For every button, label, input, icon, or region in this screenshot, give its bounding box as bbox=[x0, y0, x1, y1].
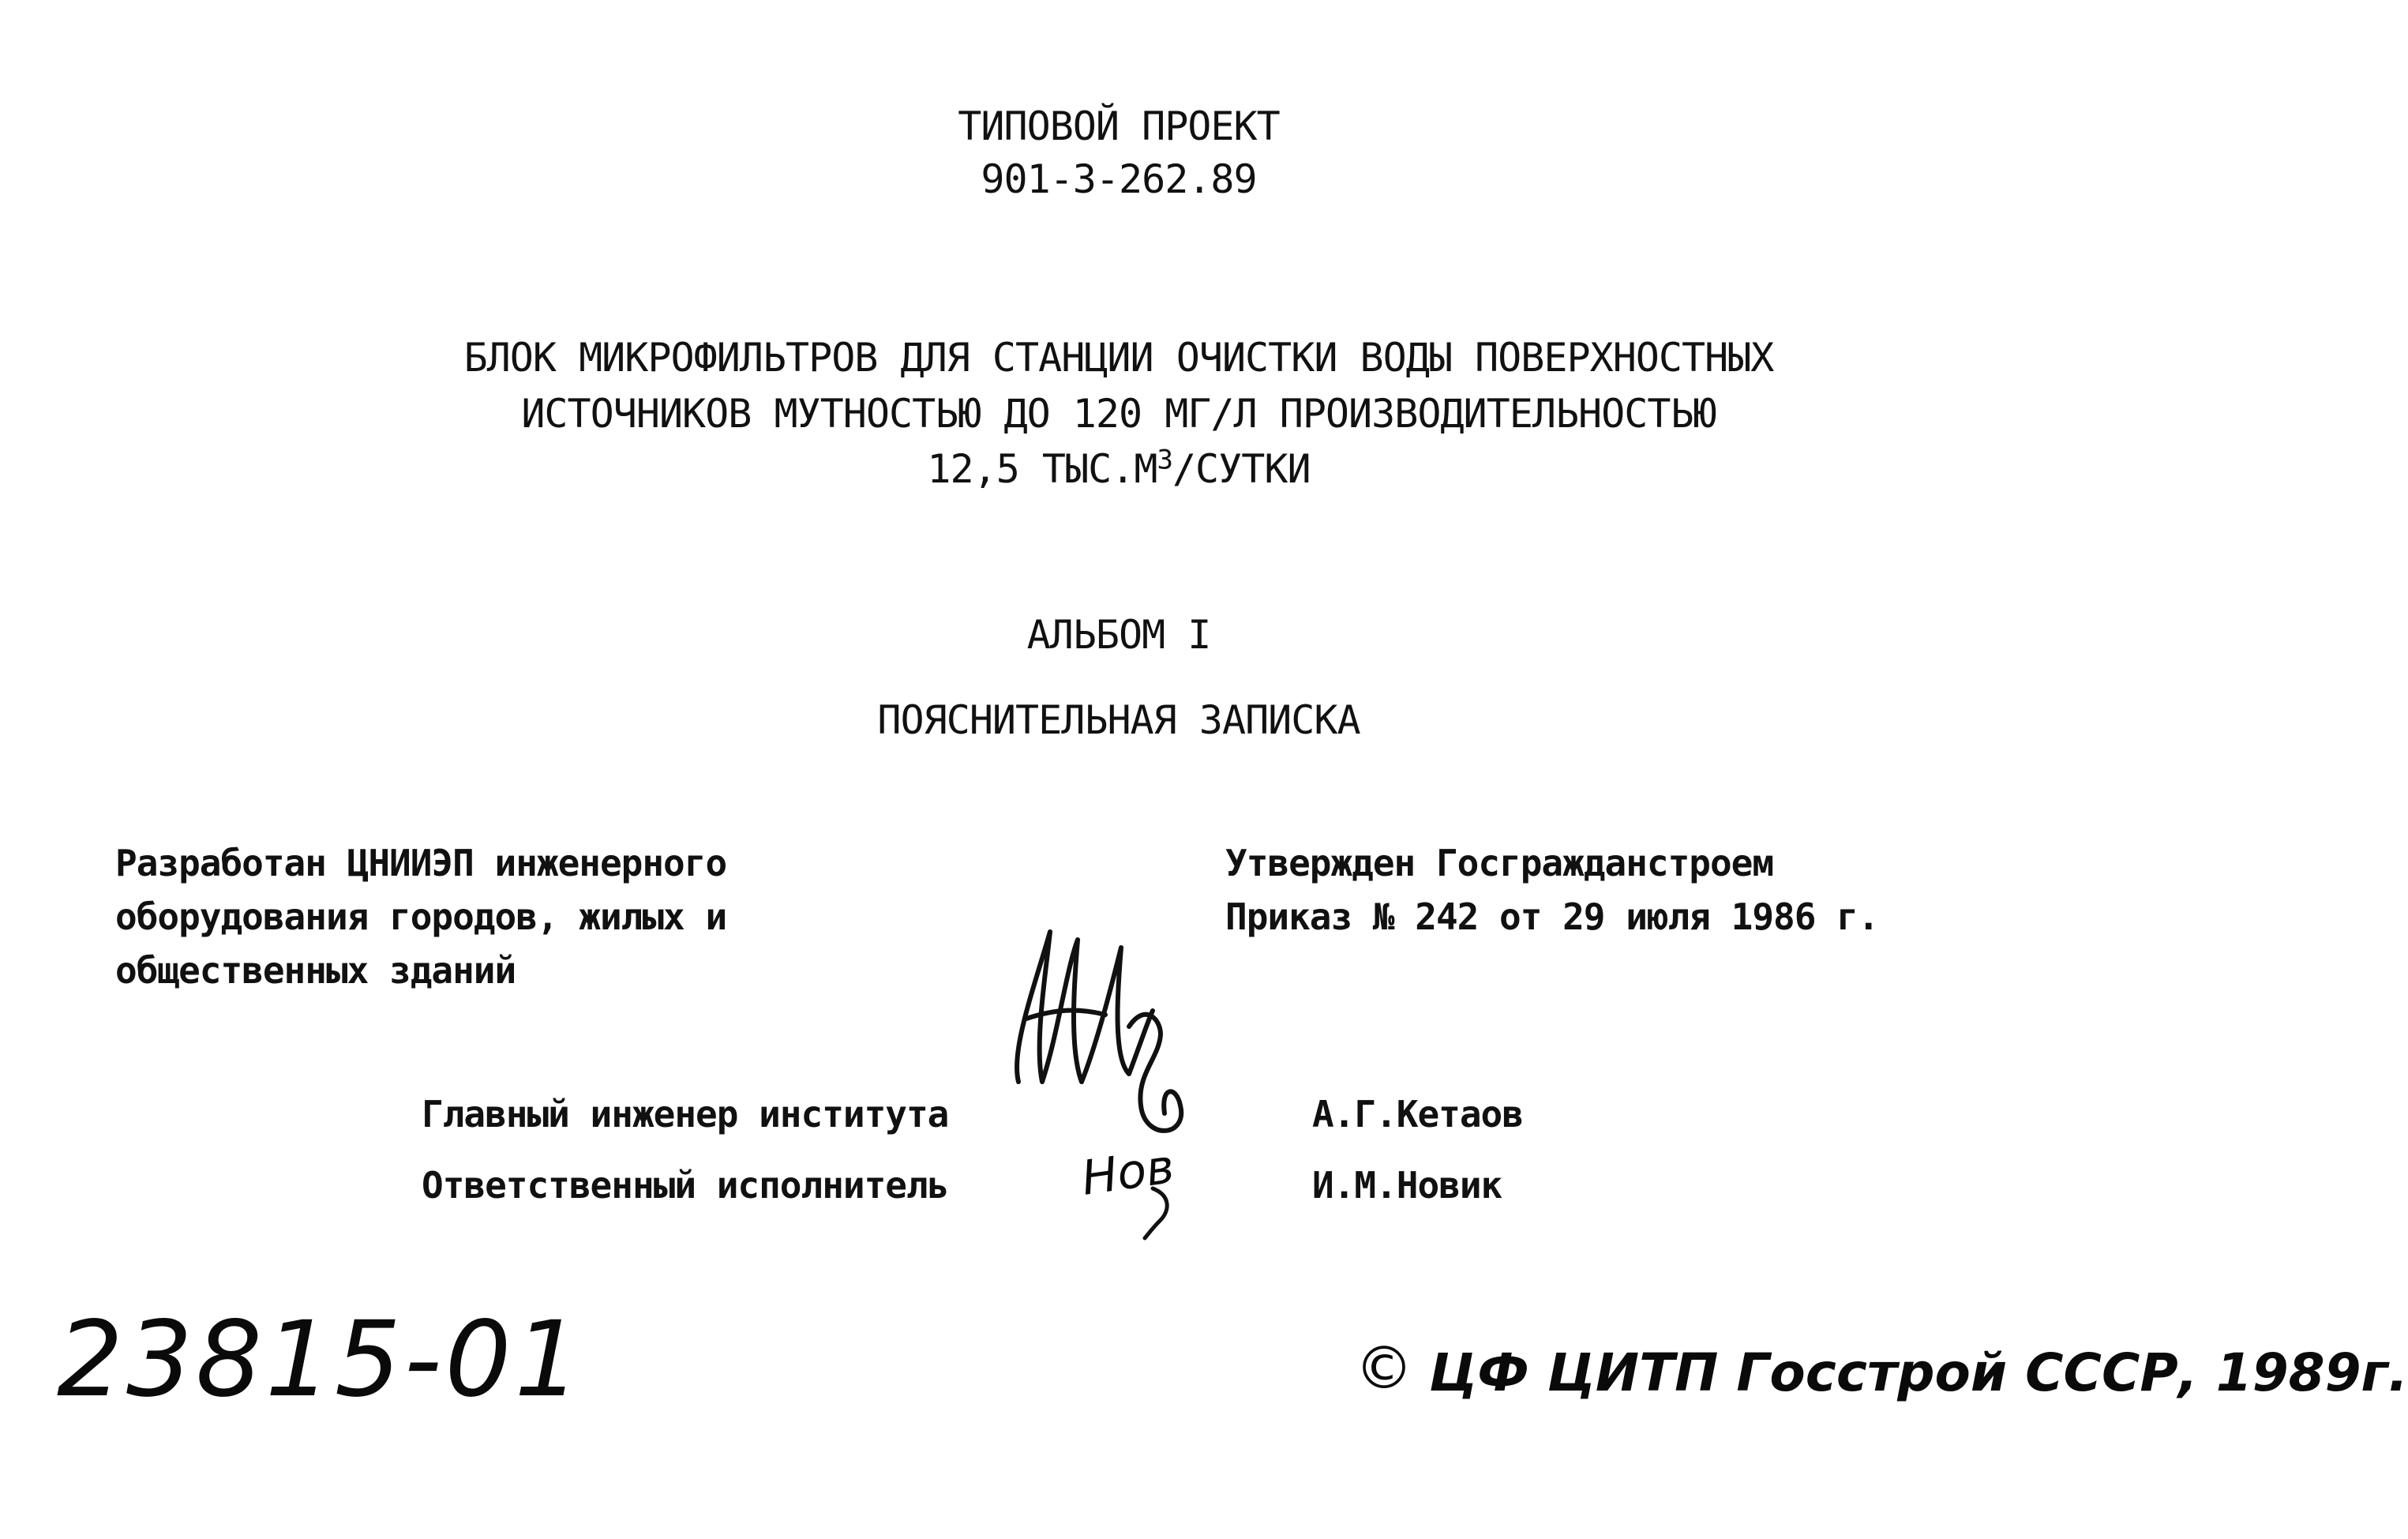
title-capacity-exponent: 3 bbox=[1157, 444, 1172, 476]
signatory-name-executor: И.М.Новик bbox=[1312, 1164, 1502, 1207]
title-line-2: ИСТОЧНИКОВ МУТНОСТЬЮ ДО 120 МГ/Л ПРОИЗВОДИТЕЛЬНОСТЬЮ bbox=[521, 391, 1716, 437]
developer-line-3: общественных зданий bbox=[115, 949, 516, 992]
copyright-text: ЦФ ЦИТП Госстрой СССР, 1989г. bbox=[1429, 1342, 2408, 1403]
signature-executor: Нов bbox=[1078, 1139, 1178, 1207]
developer-line-1: Разработан ЦНИИЭП инженерного bbox=[115, 842, 727, 884]
title-line-3 bbox=[0, 444, 2237, 494]
signature-chief-engineer bbox=[1003, 924, 1208, 1145]
signature-executor-tail bbox=[1137, 1184, 1184, 1240]
document-number-handwritten: 23815-01 bbox=[57, 1299, 584, 1421]
project-type-heading: ТИПОВОЙ ПРОЕКТ bbox=[958, 103, 1280, 149]
signatory-name-chief-engineer: А.Г.Кетаов bbox=[1312, 1093, 1523, 1135]
approval-line-1: Утвержден Госгражданстроем bbox=[1225, 842, 1774, 884]
project-number: 901-3-262.89 bbox=[981, 156, 1257, 202]
approval-line-2: Приказ № 242 от 29 июля 1986 г. bbox=[1225, 895, 1879, 938]
album-subtitle: ПОЯСНИТЕЛЬНАЯ ЗАПИСКА bbox=[877, 697, 1360, 743]
title-capacity: 12,5 ТЫС.М bbox=[927, 446, 1157, 492]
copyright-symbol: © bbox=[1355, 1334, 1413, 1402]
signatory-role-chief-engineer: Главный инженер института bbox=[422, 1093, 949, 1135]
title-capacity-unit: /СУТКИ bbox=[1172, 446, 1311, 492]
signatory-role-executor: Ответственный исполнитель bbox=[422, 1164, 949, 1207]
album-label: АЛЬБОМ I bbox=[1026, 612, 1211, 658]
developer-line-2: оборудования городов, жилых и bbox=[115, 895, 727, 938]
title-line-1: БЛОК МИКРОФИЛЬТРОВ ДЛЯ СТАНЦИИ ОЧИСТКИ ВОДЫ ПОВЕРХНОСТНЫХ bbox=[463, 335, 1774, 381]
